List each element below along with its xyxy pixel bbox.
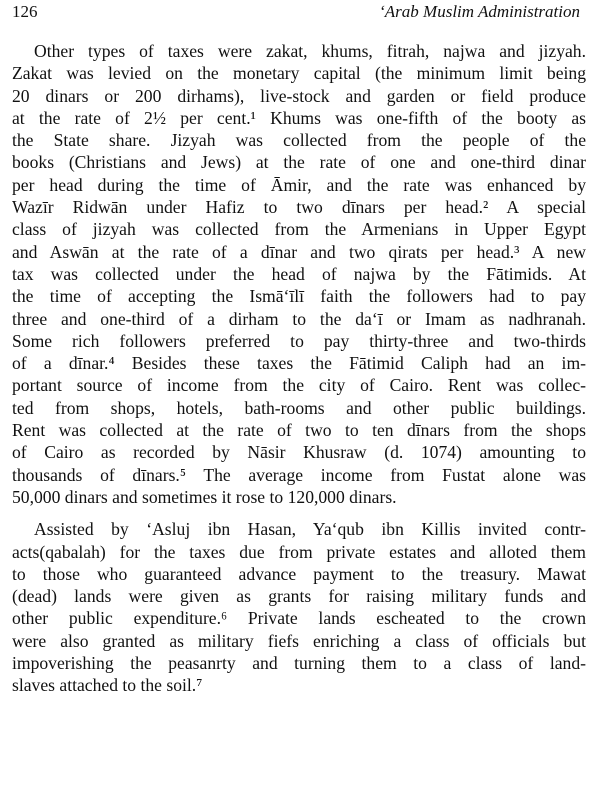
text-line: tax was collected under the head of najwa by the Fātimids. At: [12, 263, 586, 284]
text-line: of a dīnar.⁴ Besides these taxes the Fātimid Caliph had an im-: [12, 353, 586, 374]
text-line: ted from shops, hotels, bath-rooms and other public buildings.: [12, 397, 586, 418]
paragraph-contracts: [12, 518, 586, 696]
text-line: the State share. Jizyah was collected from the people of the: [12, 130, 586, 151]
text-line: 20 dinars or 200 dirhams), live-stock and garden or field produce: [12, 85, 586, 106]
text-line: impoverishing the peasanrty and turning them to a class of land-: [12, 653, 586, 674]
page-header: [12, 0, 586, 40]
text-line: acts(qabalah) for the taxes due from private estates and alloted them: [12, 541, 586, 562]
text-line: (dead) lands were given as grants for raising military funds and: [12, 586, 586, 607]
text-line: per head during the time of Āmir, and the rate was enhanced by: [12, 174, 586, 195]
text-line: Rent was collected at the rate of two to ten dīnars from the shops: [12, 420, 586, 441]
text-line: of Cairo as recorded by Nāsir Khusraw (d. 1074) amounting to: [12, 442, 586, 463]
text-line: class of jizyah was collected from the Armenians in Upper Egypt: [12, 219, 586, 240]
text-line: other public expenditure.⁶ Private lands escheated to the crown: [12, 608, 586, 629]
text-line: 50,000 dinars and sometimes it rose to 120,000 dinars.: [12, 486, 397, 507]
paragraph-taxes: [12, 40, 586, 508]
text-line: the time of accepting the Ismā‘īlī faith the followers had to pay: [12, 286, 586, 307]
text-line: at the rate of 2½ per cent.¹ Khums was one-fifth of the booty as: [12, 107, 586, 128]
text-line: thousands of dīnars.⁵ The average income from Fustat alone was: [12, 464, 586, 485]
running-title: ‘Arab Muslim Administration: [379, 2, 580, 21]
text-line: Wazīr Ridwān under Hafiz to two dīnars per head.² A special: [12, 197, 586, 218]
page-number: 126: [12, 2, 38, 21]
paragraph-gap: [12, 508, 586, 518]
text-line: Assisted by ‘Asluj ibn Hasan, Ya‘qub ibn Killis invited contr-: [34, 519, 586, 540]
text-line: three and one-third of a dirham to the da‘ī or Imam as nadhranah.: [12, 308, 586, 329]
text-line: Other types of taxes were zakat, khums, fitrah, najwa and jizyah.: [34, 41, 586, 61]
text-line: to those who guaranteed advance payment to the treasury. Mawat: [12, 563, 586, 584]
text-line: books (Christians and Jews) at the rate of one and one-third dinar: [12, 152, 586, 173]
text-line: portant source of income from the city of Cairo. Rent was collec-: [12, 375, 586, 396]
text-line: were also granted as military fiefs enriching a class of officials but: [12, 630, 586, 651]
text-line: Zakat was levied on the monetary capital (the minimum limit being: [12, 63, 586, 84]
text-line: Some rich followers preferred to pay thirty-three and two-thirds: [12, 330, 586, 351]
text-line: slaves attached to the soil.⁷: [12, 675, 203, 696]
text-line: and Aswān at the rate of a dīnar and two qirats per head.³ A new: [12, 241, 586, 262]
